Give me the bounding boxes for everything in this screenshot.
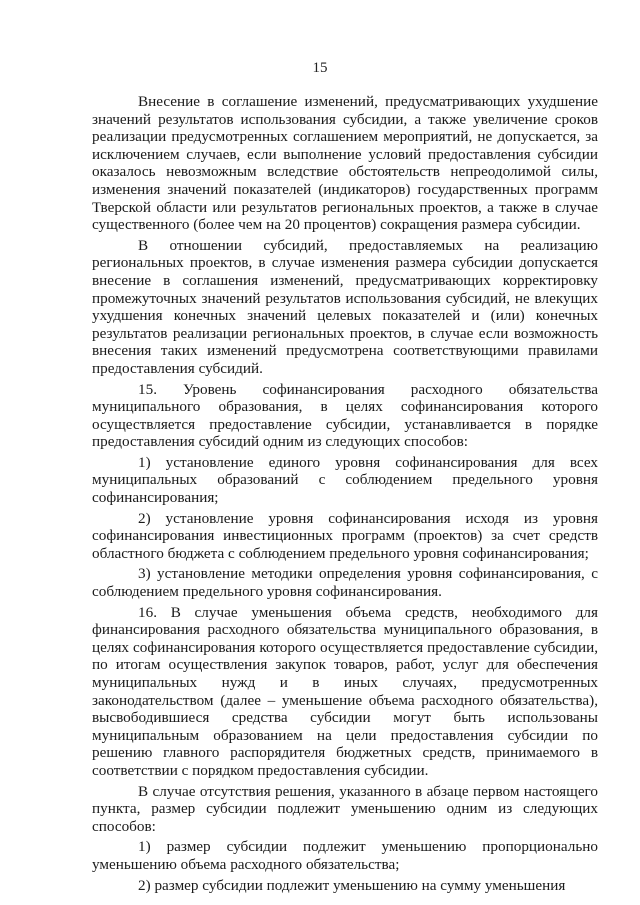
paragraph-method-2: 2) установление уровня софинансирования исходя из уровня софинансирования инвестиционных программ (проектов) за счет средств областного бюджета с соблюдением предельного уровня софинансирования;	[92, 509, 598, 562]
paragraph-item-15: 15. Уровень софинансирования расходного обязательства муниципального образования, в целях софинансирования которого осуществляется предоставление субсидии, устанавливается в порядке предоставления субсидий одним из следующих способов:	[92, 380, 598, 451]
paragraph-no-decision: В случае отсутствия решения, указанного в абзаце первом настоящего пункта, размер субсидии подлежит уменьшению одним из следующих способов:	[92, 782, 598, 835]
page-number: 15	[312, 60, 328, 76]
paragraph-method-3: 3) установление методики определения уровня софинансирования, с соблюдением предельного уровня софинансирования.	[92, 565, 598, 601]
paragraph-method-1: 1) установление единого уровня софинансирования для всех муниципальных образований с соблюдением предельного уровня софинансирования;	[92, 453, 598, 507]
paragraph-amendments: Внесение в соглашение изменений, предусматривающих ухудшение значений результатов использования субсидии, а также увеличение сроков реализации предусмотренных соглашением мероприятий, не допускается, за исключением случаев, если выполнение условий предоставления субсидии оказалось невозможным вследствие обстоятельств непреодолимой силы, изменения значений показателей (индикаторов) государственных программ Тверской области или результатов региональных проектов, а также в случае существенного (более чем на 20 процентов) сокращения размера субсидии.	[92, 93, 598, 234]
document-body	[92, 93, 598, 897]
paragraph-reduction-2: 2) размер субсидии подлежит уменьшению на сумму уменьшения	[138, 876, 566, 894]
paragraph-reduction-1: 1) размер субсидии подлежит уменьшению пропорционально уменьшению объема расходного обязательства;	[92, 838, 598, 873]
paragraph-regional-projects: В отношении субсидий, предоставляемых на реализацию региональных проектов, в случае изменения размера субсидии допускается внесение в соглашения изменений, предусматривающих корректировку промежуточных значений результатов использования субсидий, не влекущих ухудшения конечных значений целевых показателей и (или) конечных результатов реализации региональных проектов, в случае если возможность внесения таких изменений предусмотрена соответствующими правилами предоставления субсидий.	[92, 236, 598, 377]
paragraph-item-16: 16. В случае уменьшения объема средств, необходимого для финансирования расходного обязательства муниципального образования, в целях софинансирования которого осуществляется предоставление субсидии, по итогам осуществления закупок товаров, работ, услуг для обеспечения муниципальных нужд и в иных случаях, предусмотренных законодательством (далее – уменьшение объема расходного обязательства), высвободившиеся средства субсидии могут быть использованы муниципальным образованием на цели предоставления субсидии по решению главного распорядителя бюджетных средств, принимаемого в соответствии с порядком предоставления субсидии.	[92, 603, 598, 779]
